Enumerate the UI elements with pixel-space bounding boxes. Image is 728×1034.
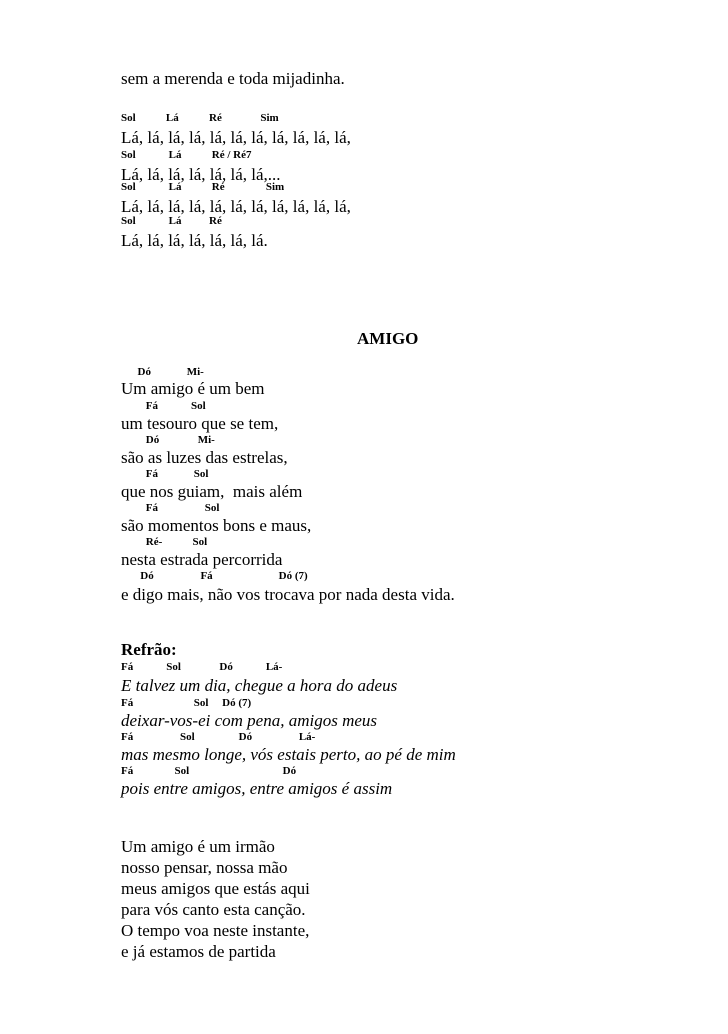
chord-line: Sol Lá Ré Sim (121, 112, 279, 124)
lyric-line: nesta estrada percorrida (121, 550, 283, 569)
chord-line: Fá Sol (121, 468, 209, 480)
lyric-line: deixar-vos-ei com pena, amigos meus (121, 711, 378, 730)
lyric-line: um tesouro que se tem, (121, 414, 279, 433)
lyric-line: Um amigo é um bem (121, 379, 265, 398)
chord-line: Sol Lá Ré Sim (121, 181, 285, 193)
chord-line: Ré- Sol (121, 536, 208, 548)
lyric-line: nosso pensar, nossa mão (121, 858, 288, 877)
chord-line: Sol Lá Ré (121, 215, 222, 227)
lyric-line: Lá, lá, lá, lá, lá, lá, lá. (121, 231, 268, 250)
lyric-line: são as luzes das estrelas, (121, 448, 288, 467)
chord-line: Fá Sol (121, 400, 206, 412)
lyric-line: Lá, lá, lá, lá, lá, lá, lá,... (121, 165, 281, 184)
lyric-line: para vós canto esta canção. (121, 900, 306, 919)
chord-line: Fá Sol Dó Lá- (121, 731, 316, 743)
lyric-line: e digo mais, não vos trocava por nada desta vida. (121, 585, 455, 604)
lyric-line: pois entre amigos, entre amigos é assim (121, 779, 393, 798)
lyric-line: Lá, lá, lá, lá, lá, lá, lá, lá, lá, lá, lá, (121, 128, 351, 147)
lyric-line: mas mesmo longe, vós estais perto, ao pé de mim (121, 745, 456, 764)
chord-line: Fá Sol Dó (121, 765, 297, 777)
lyric-line: que nos guiam, mais além (121, 482, 303, 501)
lyric-line: O tempo voa neste instante, (121, 921, 310, 940)
lyric-line: são momentos bons e maus, (121, 516, 312, 535)
chord-line: Dó Mi- (121, 434, 215, 446)
lyric-line: e já estamos de partida (121, 942, 276, 961)
song-title: AMIGO (357, 329, 419, 348)
lyric-line: meus amigos que estás aqui (121, 879, 310, 898)
lyric-line: Lá, lá, lá, lá, lá, lá, lá, lá, lá, lá, lá, (121, 197, 351, 216)
lyric-line: Um amigo é um irmão (121, 837, 275, 856)
lyric-line: sem a merenda e toda mijadinha. (121, 69, 345, 88)
chord-line: Fá Sol Dó (7) (121, 697, 252, 709)
chord-line: Sol Lá Ré / Ré7 (121, 149, 252, 161)
lyric-line: E talvez um dia, chegue a hora do adeus (121, 676, 398, 695)
chord-line: Fá Sol Dó Lá- (121, 661, 283, 673)
chord-line: Fá Sol (121, 502, 220, 514)
chord-line: Dó Mi- (121, 366, 204, 378)
refrain-label: Refrão: (121, 640, 177, 659)
chord-line: Dó Fá Dó (7) (121, 570, 308, 582)
